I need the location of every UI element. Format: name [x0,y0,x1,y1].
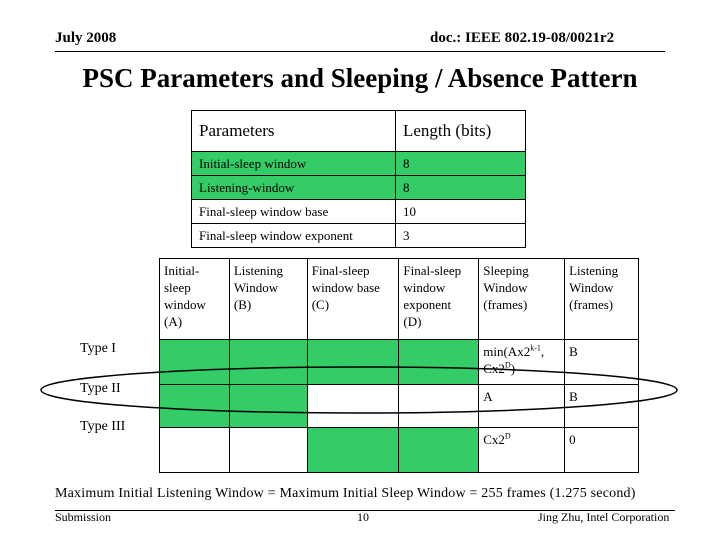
slide-title: PSC Parameters and Sleeping / Absence Pattern [82,63,638,93]
parameter-bits: 8 [396,152,526,176]
footer-submission: Submission [55,510,112,524]
header-final-sleep-window-exponent: Final-sleep window exponent (D) [399,259,479,340]
pattern-row-type-2 [160,385,639,428]
header-initial-sleep-window: Initial- sleep window (A) [160,259,230,340]
cell-d [399,385,479,428]
header-rule [55,51,665,52]
parameter-bits: 8 [396,176,526,200]
parameter-bits: 3 [396,224,526,248]
header-listening-window: Listening Window (B) [229,259,307,340]
listening-window-value: 0 [565,428,639,473]
sleeping-pattern-table [159,258,639,473]
header-sleeping-window-frames: Sleeping Window (frames) [479,259,565,340]
cell-d [399,340,479,385]
parameter-name: Listening-window [192,176,396,200]
cell-d [399,428,479,473]
footer-author: Jing Zhu, Intel Corporation [538,510,670,524]
sleeping-window-value: min(Ax2$^{k-1}$, $Cx2^D$) [479,340,565,385]
parameters-header: Parameters [192,111,396,152]
pattern-row-type-1 [160,340,639,385]
cell-b [229,385,307,428]
parameter-bits: 10 [396,200,526,224]
parameters-row [192,224,526,248]
row-label-type-3: Type III [80,419,126,434]
row-label-type-1: Type I [80,341,116,356]
cell-c [307,385,399,428]
sleeping-window-value: $Cx2^D$ [479,428,565,473]
header-date: July 2008 [55,30,117,46]
parameters-table [191,110,526,248]
cell-b [229,428,307,473]
parameter-name: Final-sleep window base [192,200,396,224]
cell-c [307,340,399,385]
pattern-row-type-3 [160,428,639,473]
parameter-name: Final-sleep window exponent [192,224,396,248]
parameter-name: Initial-sleep window [192,152,396,176]
row-label-type-2: Type II [80,381,121,396]
sleeping-window-value: A [479,385,565,428]
cell-c [307,428,399,473]
header-final-sleep-window-base: Final-sleep window base (C) [307,259,399,340]
parameters-row [192,176,526,200]
header-doc-id: doc.: IEEE 802.19-08/0021r2 [430,30,615,46]
parameters-row [192,152,526,176]
page-number: 10 [357,510,369,524]
cell-a [160,340,230,385]
pattern-header-row [160,259,639,340]
parameters-header-row [192,111,526,152]
cell-a [160,428,230,473]
listening-window-value: B [565,340,639,385]
parameters-row [192,200,526,224]
footer-note: Maximum Initial Listening Window = Maximum Initial Sleep Window = 255 frames (1.275 second) [55,486,636,501]
cell-a [160,385,230,428]
length-header: Length (bits) [396,111,526,152]
listening-window-value: B [565,385,639,428]
header-listening-window-frames: Listening Window (frames) [565,259,639,340]
cell-b [229,340,307,385]
